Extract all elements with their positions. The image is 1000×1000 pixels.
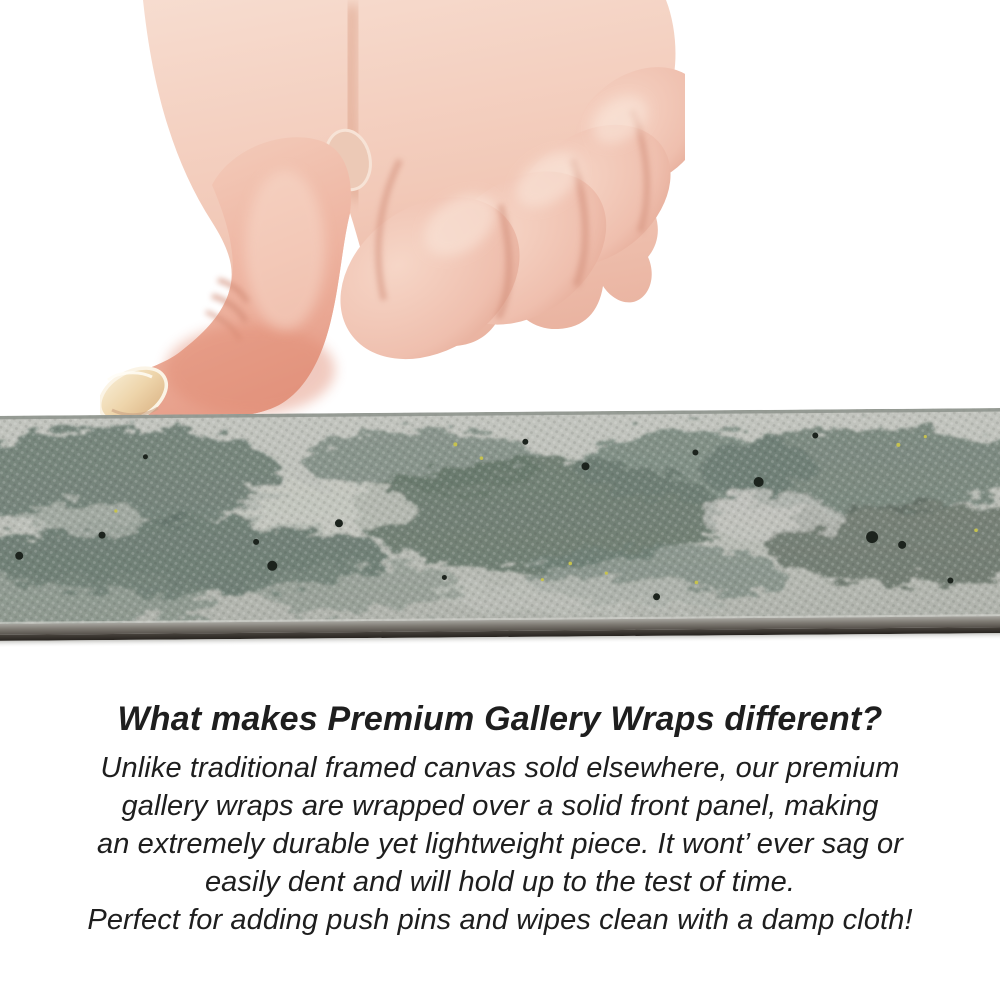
hand-photo (100, 0, 685, 425)
caption-line: easily dent and will hold up to the test of time. (204, 866, 796, 898)
caption-line: an extremely durable yet lightweight piece. It wont’ ever sag or (97, 828, 903, 860)
canvas-face (0, 408, 1000, 628)
canvas-grain (0, 408, 1000, 624)
caption-line: Perfect for adding push pins and wipes clean with a damp cloth! (87, 904, 913, 936)
canvas-edge-strip (0, 408, 1000, 648)
thumb-pressure-blush (165, 325, 335, 415)
caption-line: Unlike traditional framed canvas sold elsewhere, our premium (100, 752, 900, 784)
caption-line: gallery wraps are wrapped over a solid front panel, making (121, 790, 879, 822)
caption-title: What makes Premium Gallery Wraps different? (117, 700, 883, 738)
thumb-highlight (245, 170, 325, 330)
caption-block (0, 700, 1000, 939)
